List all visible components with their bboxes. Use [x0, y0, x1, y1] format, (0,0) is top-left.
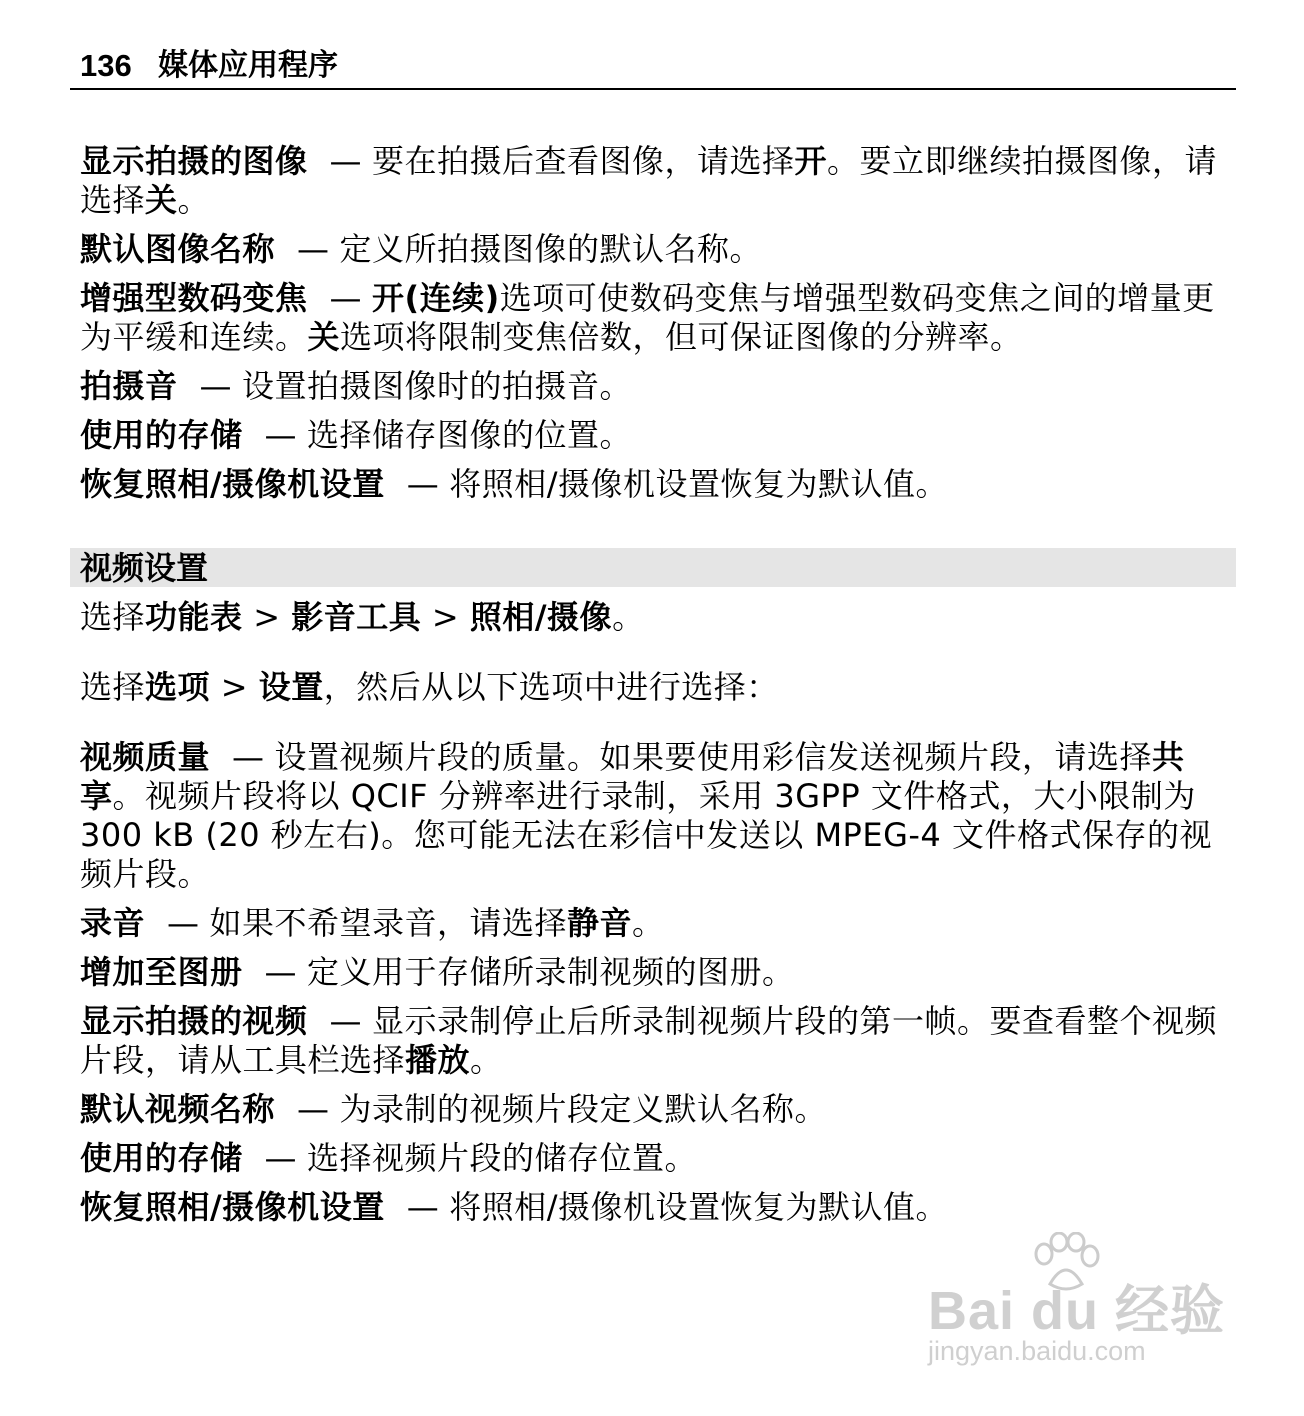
video-setting-entry [80, 1188, 1226, 1227]
video-setting-term: 录音 [80, 904, 146, 942]
body-text: 选项将限制变焦倍数，但可保证图像的分辨率。 [340, 318, 1023, 356]
body-text: ，然后从以下选项中进行选择： [323, 668, 779, 706]
photo-setting-entry [80, 142, 1226, 220]
body-text: 。 [612, 598, 645, 636]
photo-setting-term: 恢复照相/摄像机设置 [80, 465, 385, 503]
em-dash: — [329, 1002, 363, 1040]
baidu-watermark [920, 1232, 1240, 1372]
photo-setting-term: 拍摄音 [80, 367, 178, 405]
photo-setting-term: 默认图像名称 [80, 230, 276, 268]
em-dash: — [329, 142, 363, 180]
emphasis-text: 开 [794, 142, 828, 180]
em-dash: — [264, 1139, 298, 1177]
body-text: 如果不希望录音，请选择 [209, 904, 568, 942]
body-text: 。视频片段将以 QCIF 分辨率进行录制，采用 3GPP 文件格式，大小限制为 300 kB (20 秒左右)。您可能无法在彩信中发送以 MPEG-4 文件格式保存的视频片段。 [80, 777, 1212, 893]
emphasis-text: 设置 [258, 668, 324, 706]
photo-setting-entry [80, 465, 1226, 504]
photo-setting-entry [80, 230, 1226, 269]
body-text: 为录制的视频片段定义默认名称。 [339, 1090, 828, 1128]
video-setting-entry [80, 1002, 1226, 1080]
video-setting-term: 视频质量 [80, 738, 211, 776]
emphasis-text: 共享 [80, 738, 1185, 815]
body-text: 。要立即继续拍摄图像，请选择 [80, 142, 1218, 219]
video-setting-entry [80, 953, 1226, 992]
video-setting-term: 默认视频名称 [80, 1090, 276, 1128]
body-text: > [210, 668, 259, 706]
em-dash: — [329, 279, 363, 317]
emphasis-text: 照相/摄像 [469, 598, 613, 636]
emphasis-text: 功能表 [145, 598, 243, 636]
em-dash: — [406, 465, 440, 503]
body-text: 设置拍摄图像时的拍摄音。 [242, 367, 633, 405]
video-setting-entry [80, 1090, 1226, 1129]
body-text: 。 [632, 904, 665, 942]
body-text: 将照相/摄像机设置恢复为默认值。 [449, 465, 948, 503]
emphasis-text: 静音 [567, 904, 633, 942]
section-title: 视频设置 [80, 549, 209, 587]
emphasis-text: 影音工具 [291, 598, 422, 636]
video-setting-term: 使用的存储 [80, 1139, 243, 1177]
emphasis-text: 关 [145, 181, 178, 219]
video-setting-entry [80, 904, 1226, 943]
em-dash: — [264, 416, 298, 454]
video-setting-term: 显示拍摄的视频 [80, 1002, 308, 1040]
emphasis-text: 选项 [145, 668, 211, 706]
body-text: 要在拍摄后查看图像，请选择 [372, 142, 795, 180]
video-setting-entry [80, 738, 1226, 894]
watermark-url: jingyan.baidu.com [928, 1336, 1146, 1366]
body-text: 。 [470, 1041, 503, 1079]
video-setting-term: 增加至图册 [80, 953, 243, 991]
em-dash: — [297, 1090, 330, 1128]
emphasis-text: 关 [307, 318, 341, 356]
body-text: 将照相/摄像机设置恢复为默认值。 [449, 1188, 948, 1226]
photo-setting-entry [80, 279, 1226, 357]
watermark-logo: Bai du 经验 [928, 1281, 1226, 1341]
body-text: 定义所拍摄图像的默认名称。 [339, 230, 763, 268]
page-number: 136 [80, 48, 132, 83]
photo-setting-term: 显示拍摄的图像 [80, 142, 308, 180]
video-settings-list [80, 738, 1226, 1227]
body-text: 选择 [80, 598, 146, 636]
video-setting-entry [80, 1139, 1226, 1178]
em-dash: — [167, 904, 200, 942]
chapter-title: 媒体应用程序 [158, 48, 338, 83]
em-dash: — [232, 738, 265, 776]
em-dash: — [406, 1188, 440, 1226]
instructions [80, 598, 1226, 707]
body-text: 选择 [80, 668, 146, 706]
em-dash: — [199, 367, 233, 405]
section-bar [70, 548, 1236, 587]
body-text: > [421, 598, 470, 636]
video-setting-term: 恢复照相/摄像机设置 [80, 1188, 385, 1226]
body-text: 显示录制停止后所录制视频片段的第一帧。要查看整个视频片段，请从工具栏选择 [80, 1002, 1218, 1079]
photo-setting-entry [80, 367, 1226, 406]
photo-setting-entry [80, 416, 1226, 455]
body-text: 定义用于存储所录制视频的图册。 [307, 953, 795, 991]
em-dash: — [297, 230, 330, 268]
photo-settings-list [80, 142, 1226, 514]
body-text: 选择视频片段的储存位置。 [307, 1139, 698, 1177]
page-header [70, 44, 1236, 90]
instruction-line [80, 668, 1226, 707]
body-text: 。 [177, 181, 211, 219]
em-dash: — [264, 953, 298, 991]
photo-setting-term: 使用的存储 [80, 416, 243, 454]
instruction-line [80, 598, 1226, 637]
body-text: 设置视频片段的质量。如果要使用彩信发送视频片段，请选择 [274, 738, 1153, 776]
emphasis-text: 播放 [405, 1041, 471, 1079]
body-text: 选择储存图像的位置。 [307, 416, 633, 454]
body-text: > [242, 598, 292, 636]
video-section-body [80, 598, 1226, 1237]
emphasis-text: 开(连续) [372, 279, 500, 317]
photo-setting-term: 增强型数码变焦 [80, 279, 308, 317]
body-text: 选项可使数码变焦与增强型数码变焦之间的增量更为平缓和连续。 [80, 279, 1215, 356]
